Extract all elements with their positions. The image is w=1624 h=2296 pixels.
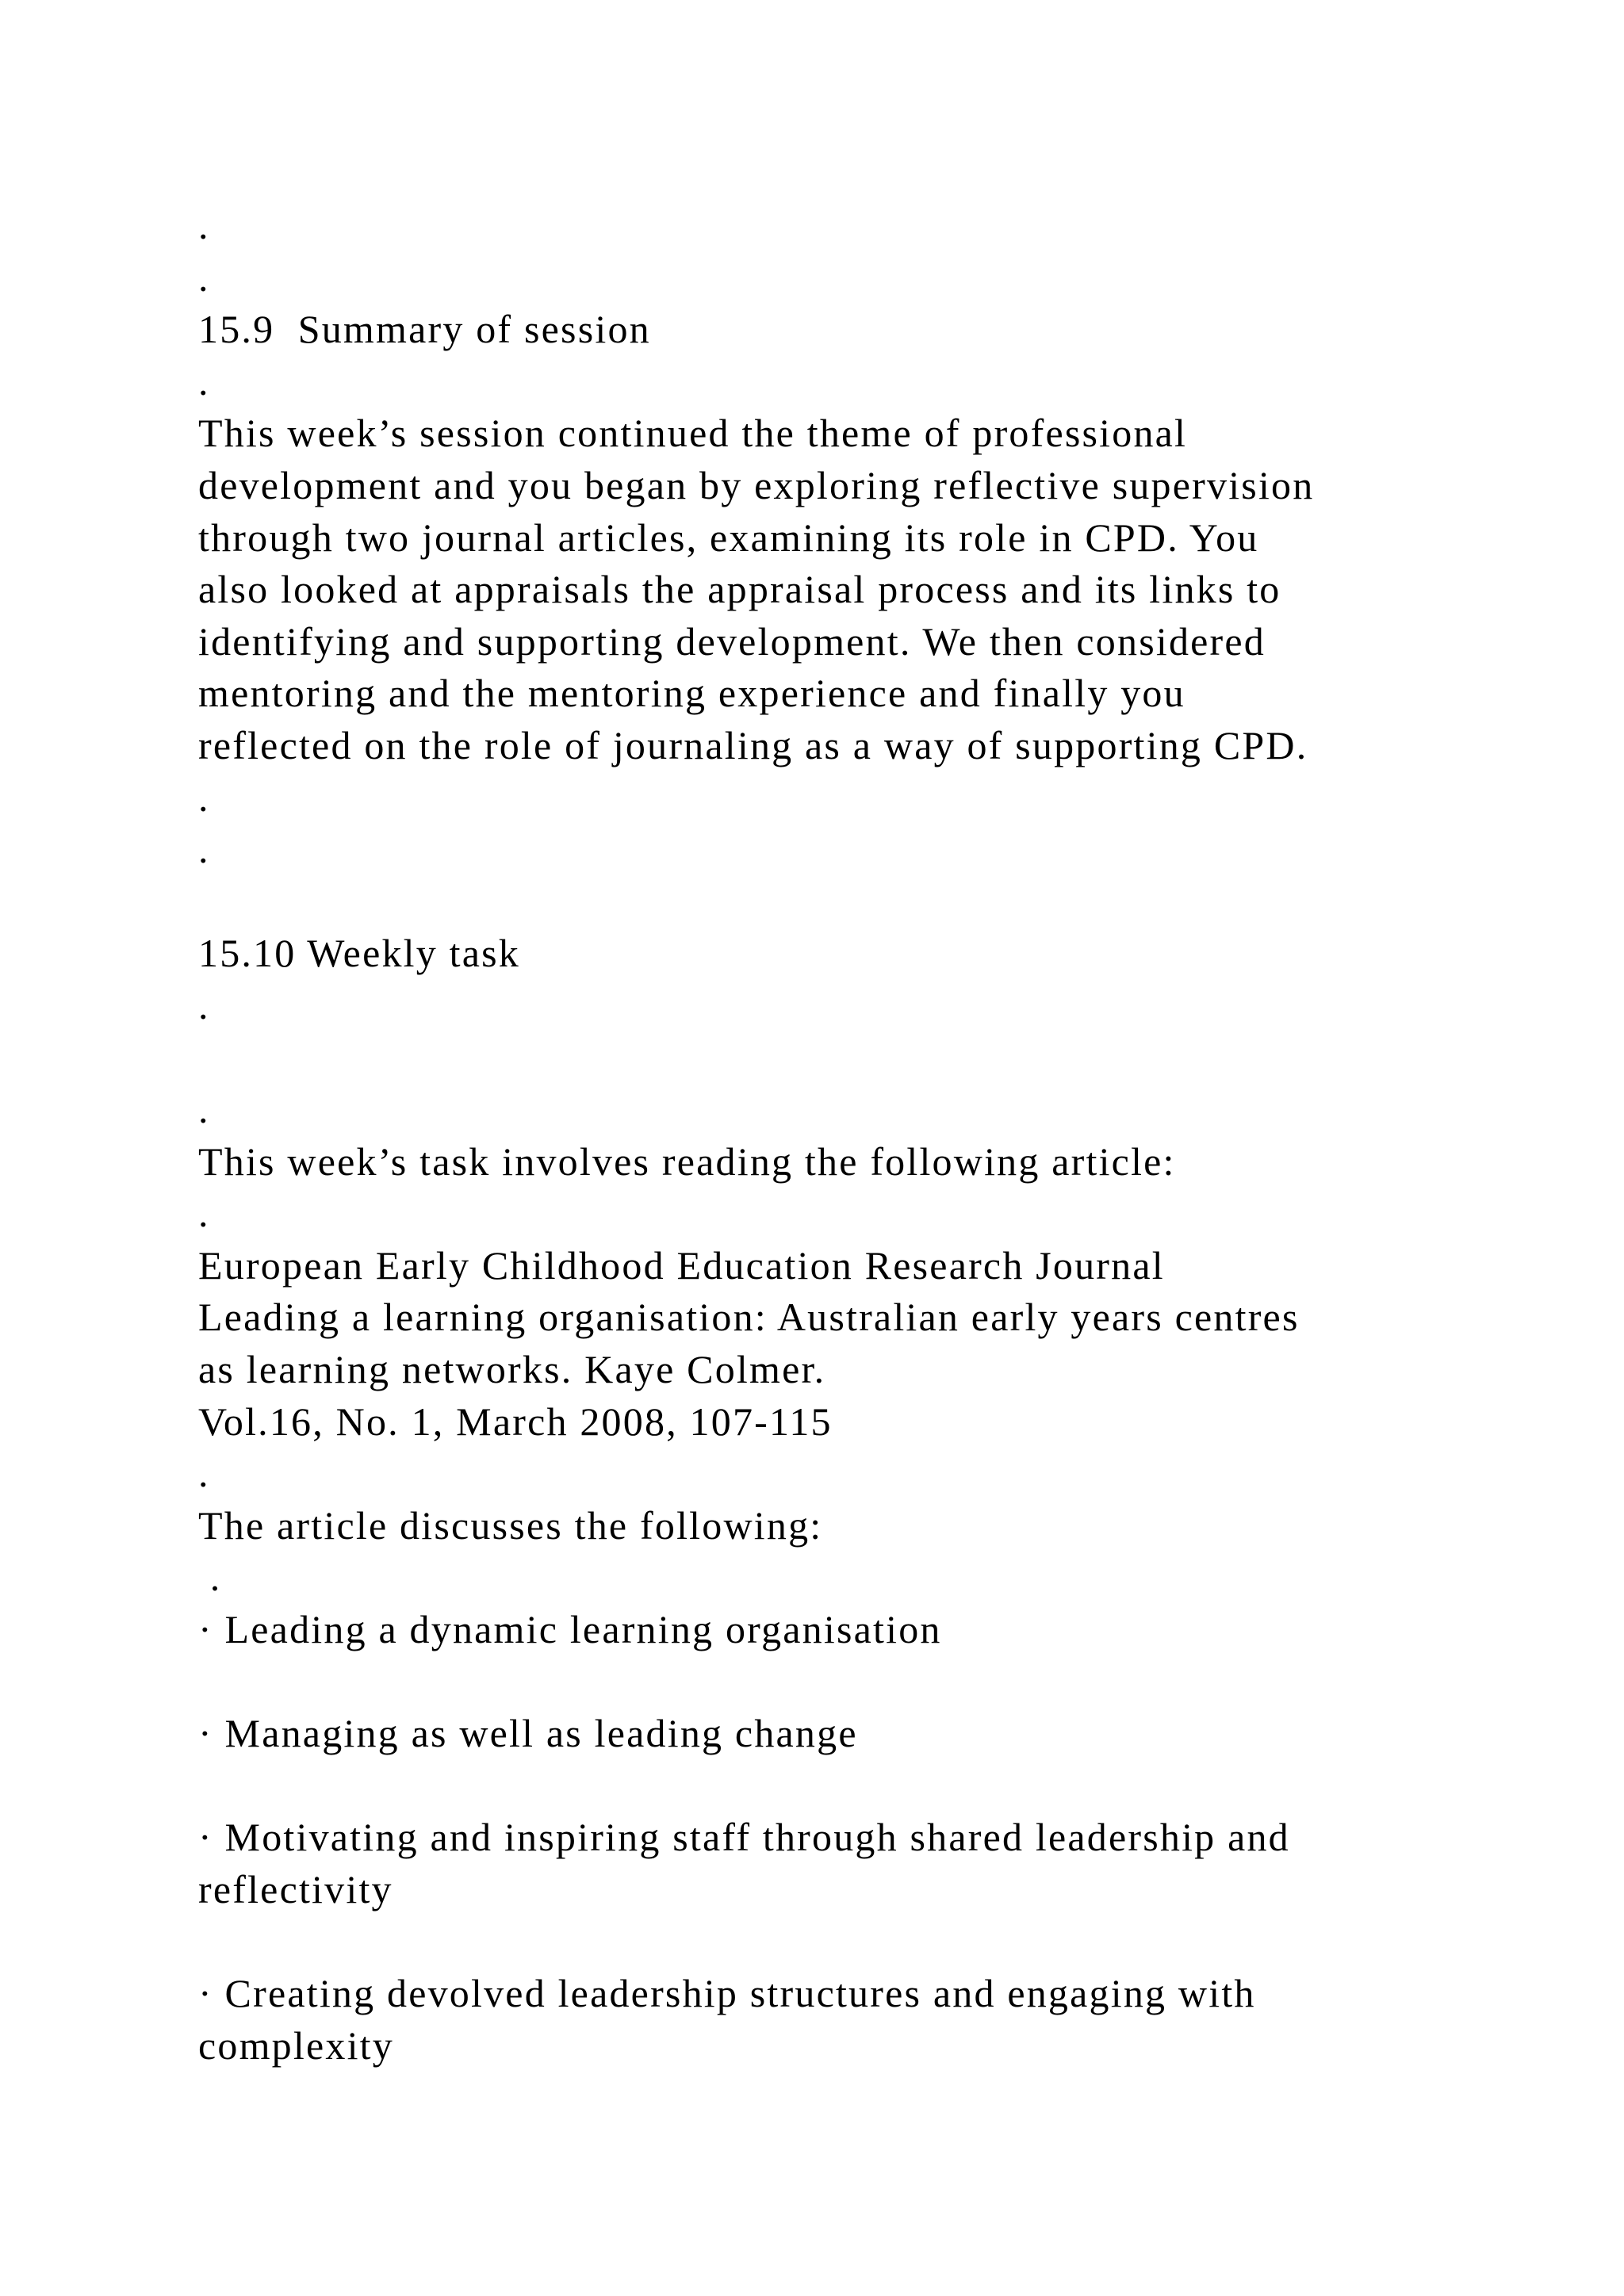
list-intro: The article discusses the following: (198, 1502, 823, 1548)
section-heading-summary: 15.9 Summary of session (198, 307, 651, 352)
list-item-continuation: reflectivity (198, 1867, 393, 1911)
separator-dot: . (198, 358, 210, 404)
separator-dot: . (198, 254, 210, 300)
list-item: · Leading a dynamic learning organisation (198, 1607, 942, 1652)
citation-journal: European Early Childhood Education Research Journal (198, 1242, 1165, 1288)
paragraph-line: also looked at appraisals the appraisal process and its links to (198, 567, 1281, 612)
citation-title-author: as learning networks. Kaye Colmer. (198, 1347, 826, 1392)
document-body (198, 200, 1435, 2072)
separator-dot: . (198, 827, 210, 872)
list-item-continuation: complexity (198, 2022, 394, 2068)
paragraph-line: identifying and supporting development. We then considered (198, 618, 1266, 664)
paragraph-line: development and you began by exploring reflective supervision (198, 462, 1315, 507)
blank-line (198, 1760, 1435, 1812)
list-item: · Creating devolved leadership structures and engaging with (198, 1971, 1256, 2016)
section-heading-weekly-task: 15.10 Weekly task (198, 931, 521, 976)
blank-line (198, 1032, 1435, 1085)
separator-dot: . (198, 775, 210, 820)
blank-line (198, 876, 1435, 928)
list-item: · Motivating and inspiring staff through shared leadership and (198, 1815, 1290, 1860)
citation-title: Leading a learning organisation: Australian early years centres (198, 1295, 1300, 1340)
separator-dot: . (198, 1451, 210, 1496)
paragraph-line: through two journal articles, examining its role in CPD. You (198, 515, 1259, 560)
citation-volume: Vol.16, No. 1, March 2008, 107-115 (198, 1399, 833, 1444)
paragraph-line: mentoring and the mentoring experience and finally you (198, 671, 1185, 716)
separator-dot: . (198, 982, 210, 1027)
separator-dot: . (198, 203, 210, 247)
separator-dot: . (198, 1555, 222, 1600)
list-item: · Managing as well as leading change (198, 1711, 858, 1756)
paragraph-line: This week’s session continued the theme of professional (198, 411, 1188, 456)
blank-line (198, 1656, 1435, 1709)
separator-dot: . (198, 1191, 210, 1236)
separator-dot: . (198, 1087, 210, 1132)
blank-line (198, 1916, 1435, 1969)
task-intro: This week’s task involves reading the following article: (198, 1138, 1176, 1184)
paragraph-line: reflected on the role of journaling as a way of supporting CPD. (198, 722, 1308, 767)
